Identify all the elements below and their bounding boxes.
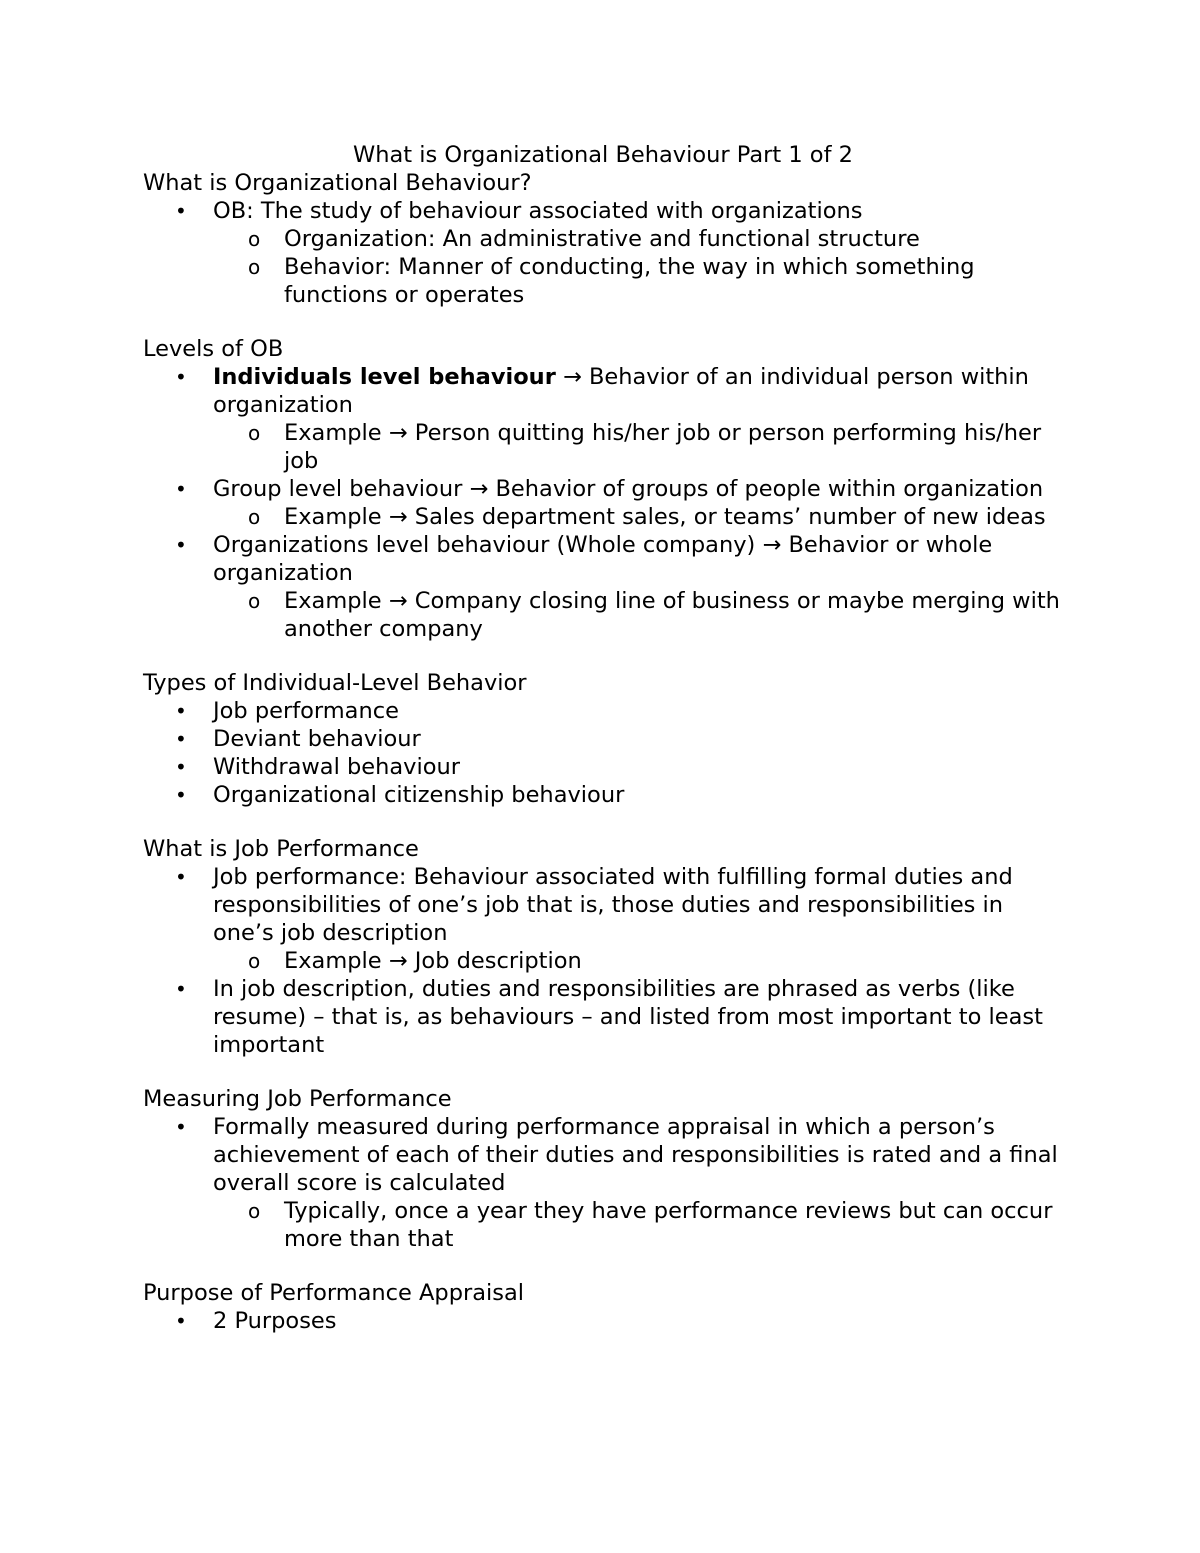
list-item <box>143 781 1063 809</box>
section-heading: Measuring Job Performance <box>143 1086 452 1112</box>
example-lead: Example <box>284 504 382 530</box>
sub-list-item <box>143 947 1063 975</box>
list-item <box>143 863 1063 947</box>
bullet-marker: • <box>175 755 187 779</box>
example-text: Company closing line of business or maybe merging with another company <box>284 588 1060 642</box>
list-item <box>143 725 1063 753</box>
list-item <box>143 1307 1063 1335</box>
sub-bullet-list <box>143 503 1063 531</box>
list-item-text: Formally measured during performance appraisal in which a person’s achievement of each of their duties and responsibilities is rated and a final overall score is calculated <box>213 1114 1058 1196</box>
bullet-marker: • <box>175 365 187 389</box>
sub-list-item <box>143 253 1063 309</box>
sub-bullet-marker: o <box>248 421 261 445</box>
bullet-list <box>143 197 1063 225</box>
section-measuring-job-performance <box>143 1085 1063 1253</box>
section-heading: What is Organizational Behaviour? <box>143 170 532 196</box>
section-heading: Purpose of Performance Appraisal <box>143 1280 525 1306</box>
list-item <box>143 197 1063 225</box>
example-lead: Example <box>284 948 382 974</box>
sub-list-item <box>143 503 1063 531</box>
arrow-icon: → <box>388 948 408 974</box>
sub-bullet-marker: o <box>248 227 261 251</box>
bullet-marker: • <box>175 865 187 889</box>
example-lead: Example <box>284 420 382 446</box>
list-item <box>143 975 1063 1059</box>
sub-list-item <box>143 225 1063 253</box>
document-page <box>143 141 1063 1361</box>
section-heading: Types of Individual-Level Behavior <box>143 670 527 696</box>
section-levels-of-ob <box>143 335 1063 643</box>
bullet-marker: • <box>175 727 187 751</box>
bullet-marker: • <box>175 533 187 557</box>
sub-list-item-text <box>284 587 1063 643</box>
arrow-icon: → <box>388 420 408 446</box>
list-item-text <box>213 531 1063 587</box>
sub-list-item-text <box>284 419 1063 475</box>
list-item-text <box>213 475 1063 503</box>
sub-bullet-list <box>143 587 1063 643</box>
bullet-list <box>143 531 1063 587</box>
list-item-text: Withdrawal behaviour <box>213 754 461 780</box>
sub-list-item <box>143 419 1063 475</box>
bullet-list <box>143 863 1063 947</box>
section-heading: What is Job Performance <box>143 836 419 862</box>
sub-bullet-marker: o <box>248 255 261 279</box>
bullet-marker: • <box>175 477 187 501</box>
section-types-of-individual-level-behavior <box>143 669 1063 809</box>
bullet-marker: • <box>175 699 187 723</box>
section-what-is-job-performance <box>143 835 1063 1059</box>
list-item <box>143 475 1063 503</box>
sub-bullet-marker: o <box>248 1199 261 1223</box>
example-lead: Example <box>284 588 382 614</box>
sub-bullet-list <box>143 225 1063 309</box>
list-item <box>143 697 1063 725</box>
example-text: Job description <box>414 948 582 974</box>
sub-list-item-text: Typically, once a year they have performance reviews but can occur more than that <box>284 1198 1053 1252</box>
list-item <box>143 1113 1063 1197</box>
section-purpose-of-performance-appraisal <box>143 1279 1063 1335</box>
list-item-text: OB: The study of behaviour associated with organizations <box>213 198 863 224</box>
section-what-is-ob <box>143 169 1063 309</box>
sub-list-item-text: Organization: An administrative and functional structure <box>284 226 920 252</box>
list-item-text: 2 Purposes <box>213 1308 337 1334</box>
bullet-list <box>143 697 1063 809</box>
bullet-marker: • <box>175 977 187 1001</box>
sub-list-item <box>143 587 1063 643</box>
sub-bullet-marker: o <box>248 505 261 529</box>
bullet-list <box>143 975 1063 1059</box>
bullet-marker: • <box>175 783 187 807</box>
definition-text: Behavior or whole organization <box>213 532 993 586</box>
arrow-icon: → <box>388 588 408 614</box>
list-item <box>143 753 1063 781</box>
sub-bullet-list <box>143 419 1063 475</box>
example-text: Person quitting his/her job or person performing his/her job <box>284 420 1042 474</box>
list-item-text: Job performance <box>213 698 399 724</box>
list-item-text <box>213 363 1063 419</box>
bullet-marker: • <box>175 1309 187 1333</box>
term-lead: Group level behaviour <box>213 476 463 502</box>
bullet-list <box>143 1307 1063 1335</box>
document-title: What is Organizational Behaviour Part 1 of 2 <box>353 142 853 168</box>
bullet-list <box>143 475 1063 503</box>
sub-bullet-list <box>143 1197 1063 1253</box>
list-item-text: Deviant behaviour <box>213 726 421 752</box>
arrow-icon: → <box>388 504 408 530</box>
sub-list-item-text: Behavior: Manner of conducting, the way in which something functions or operates <box>284 254 975 308</box>
list-item-text: In job description, duties and responsibilities are phrased as verbs (like resume) – that is, as behaviours – and listed from most important to least important <box>213 976 1043 1058</box>
definition-text: Behavior of groups of people within organization <box>495 476 1044 502</box>
bullet-list <box>143 363 1063 419</box>
sub-bullet-marker: o <box>248 949 261 973</box>
list-item <box>143 531 1063 587</box>
bold-term: Individuals level behaviour <box>213 364 556 390</box>
bullet-marker: • <box>175 199 187 223</box>
bullet-list <box>143 1113 1063 1197</box>
sub-list-item <box>143 1197 1063 1253</box>
section-heading: Levels of OB <box>143 336 284 362</box>
sub-bullet-marker: o <box>248 589 261 613</box>
list-item-text: Job performance: Behaviour associated with fulfilling formal duties and responsibilities of one’s job that is, those duties and responsibilities in one’s job description <box>213 864 1013 946</box>
bullet-marker: • <box>175 1115 187 1139</box>
sub-list-item-text <box>284 947 1063 975</box>
sub-list-item-text <box>284 503 1063 531</box>
arrow-icon: → <box>562 364 582 390</box>
sub-bullet-list <box>143 947 1063 975</box>
arrow-icon: → <box>762 532 782 558</box>
arrow-icon: → <box>469 476 489 502</box>
definition-text: Behavior of an individual person within organization <box>213 364 1029 418</box>
list-item-text: Organizational citizenship behaviour <box>213 782 625 808</box>
example-text: Sales department sales, or teams’ number of new ideas <box>414 504 1046 530</box>
term-lead: Organizations level behaviour (Whole company) <box>213 532 756 558</box>
list-item <box>143 363 1063 419</box>
